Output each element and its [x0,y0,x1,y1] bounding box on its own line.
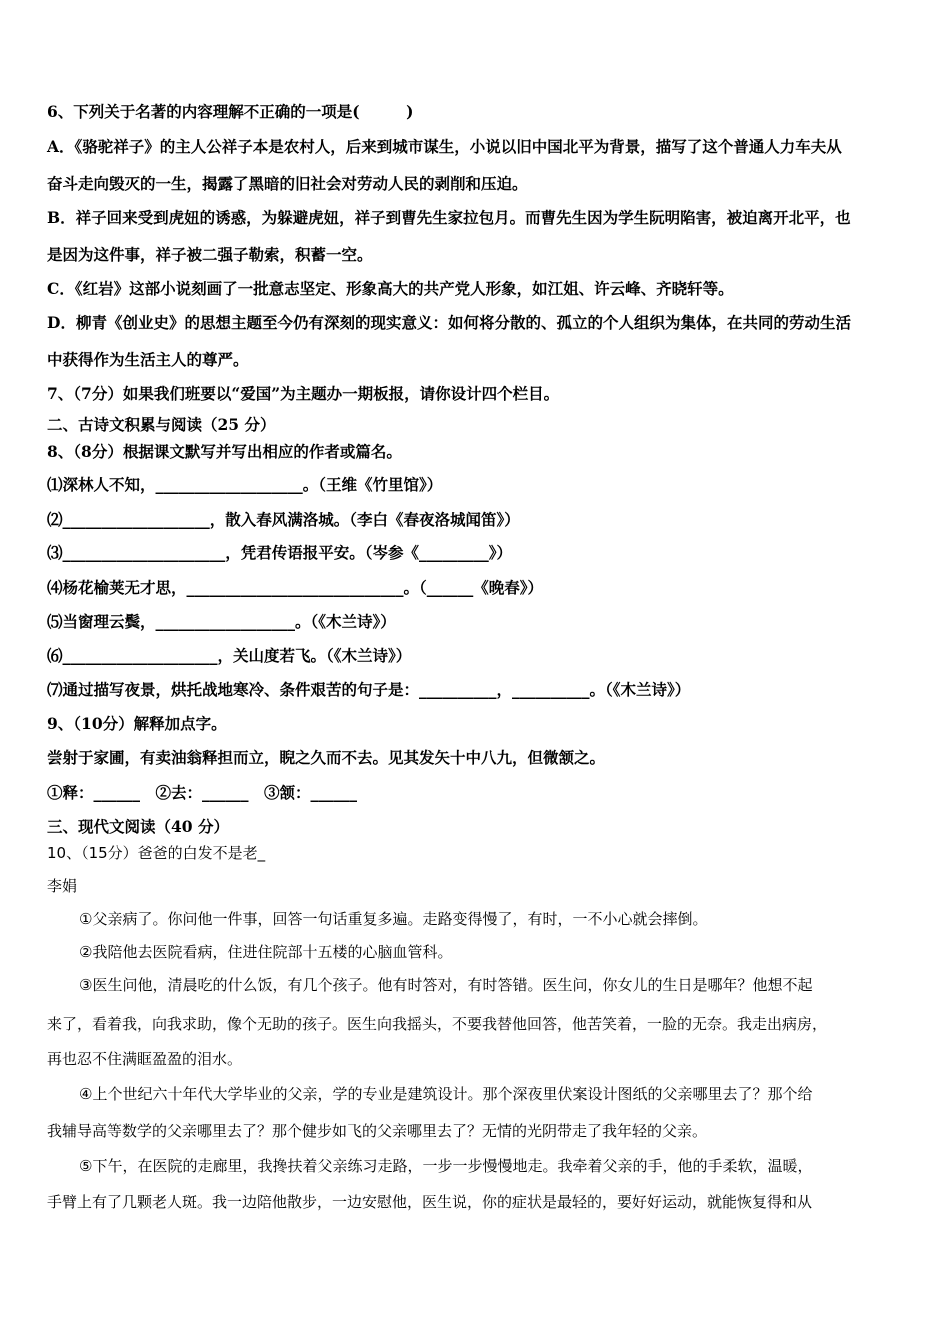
q8-stem: 8、（8分）根据课文默写并写出相应的作者或篇名。 [47,442,402,461]
q9-stem: 9、（10分）解释加点字。 [47,714,227,733]
q6-option-d-line2: 中获得作为生活主人的尊严。 [47,350,249,369]
q10-paragraph5-line1: ⑤下午，在医院的走廊里，我搀扶着父亲练习走路，一步一步慢慢地走。我牵着父亲的手，他的手柔软，温暖， [79,1157,813,1175]
q10-author: 李娟 [47,877,78,895]
q6-option-a-line1: A．《骆驼祥子》的主人公祥子本是农村人，后来到城市谋生，小说以旧中国北平为背景，描写了这个普通人力车夫从 [47,137,842,156]
q10-paragraph5-line2: 手臂上有了几颗老人斑。我一边陪他散步，一边安慰他，医生说，你的症状是最轻的，要好好运动，就能恢复得和从 [47,1193,813,1211]
q10-paragraph3-line1: ③医生问他，清晨吃的什么饭，有几个孩子。他有时答对，有时答错。医生问，你女儿的生日是哪年？他想不起 [79,976,813,994]
section2-heading: 二、古诗文积累与阅读（25 分） [47,415,276,434]
q10-paragraph2: ②我陪他去医院看病，住进住院部十五楼的心脑血管科。 [79,943,453,961]
q10-paragraph3-line3: 再也忍不住满眶盈盈的泪水。 [47,1050,243,1068]
q6-option-b-line1: B．祥子回来受到虎妞的诱惑，为躲避虎妞，祥子到曹先生家拉包月。而曹先生因为学生阮明陷害，被迫离开北平，也 [47,208,851,227]
q8-line4: ⑷杨花榆荚无才思，____________________________。（______《晚春》） [47,578,544,597]
q8-line2: ⑵___________________，散入春风满洛城。（李白《春夜洛城闻笛》） [47,510,520,529]
q7-stem: 7、（7分）如果我们班要以“爱国”为主题办一期板报，请你设计四个栏目。 [47,384,560,403]
q10-paragraph3-line2: 来了，看着我，向我求助，像个无助的孩子。医生向我摇头，不要我替他回答，他苦笑着，一脸的无奈。我走出病房， [47,1015,828,1033]
q6-option-a-line2: 奋斗走向毁灭的一生，揭露了黑暗的旧社会对劳动人民的剥削和压迫。 [47,174,528,193]
q9-items: ①释：______ ②去：______ ③颔：______ [47,783,358,802]
q8-line3: ⑶_____________________，凭君传语报平安。（岑参《_________》） [47,543,513,562]
q6-option-d-line1: D．柳青《创业史》的思想主题至今仍有深刻的现实意义：如何将分散的、孤立的个人组织为集体，在共同的劳动生活 [47,313,851,332]
q9-passage: 尝射于家圃，有卖油翁释担而立，睨之久而不去。见其发矢十中八九，但微颔之。 [47,748,606,767]
q6-option-b-line2: 是因为这件事，祥子被二强子勒索，积蓄一空。 [47,245,373,264]
q10-paragraph4-line2: 我辅导高等数学的父亲哪里去了？那个健步如飞的父亲哪里去了？无情的光阴带走了我年轻的父亲。 [47,1122,708,1140]
q6-stem: 6、下列关于名著的内容理解不正确的一项是( ) [47,102,414,121]
q10-paragraph1: ①父亲病了。你问他一件事，回答一句话重复多遍。走路变得慢了，有时，一不小心就会摔倒。 [79,910,708,928]
q6-option-c: C．《红岩》这部小说刻画了一批意志坚定、形象高大的共产党人形象，如江姐、许云峰、齐晓轩等。 [47,279,734,298]
section3-heading: 三、现代文阅读（40 分） [47,817,229,836]
q10-paragraph4-line1: ④上个世纪六十年代大学毕业的父亲，学的专业是建筑设计。那个深夜里伏案设计图纸的父亲哪里去了？那个给 [79,1085,813,1103]
q8-line1: ⑴深林人不知，___________________。（王维《竹里馆》） [47,475,443,494]
q8-line7: ⑺通过描写夜景，烘托战地寒冷、条件艰苦的句子是：__________，__________。（《木兰诗》） [47,680,691,699]
q10-stem: 10、（15分）爸爸的白发不是老_ [47,844,266,862]
q8-line6: ⑹____________________，关山度若飞。（《木兰诗》） [47,646,412,665]
q8-line5: ⑸当窗理云鬓，__________________。（《木兰诗》） [47,612,396,631]
